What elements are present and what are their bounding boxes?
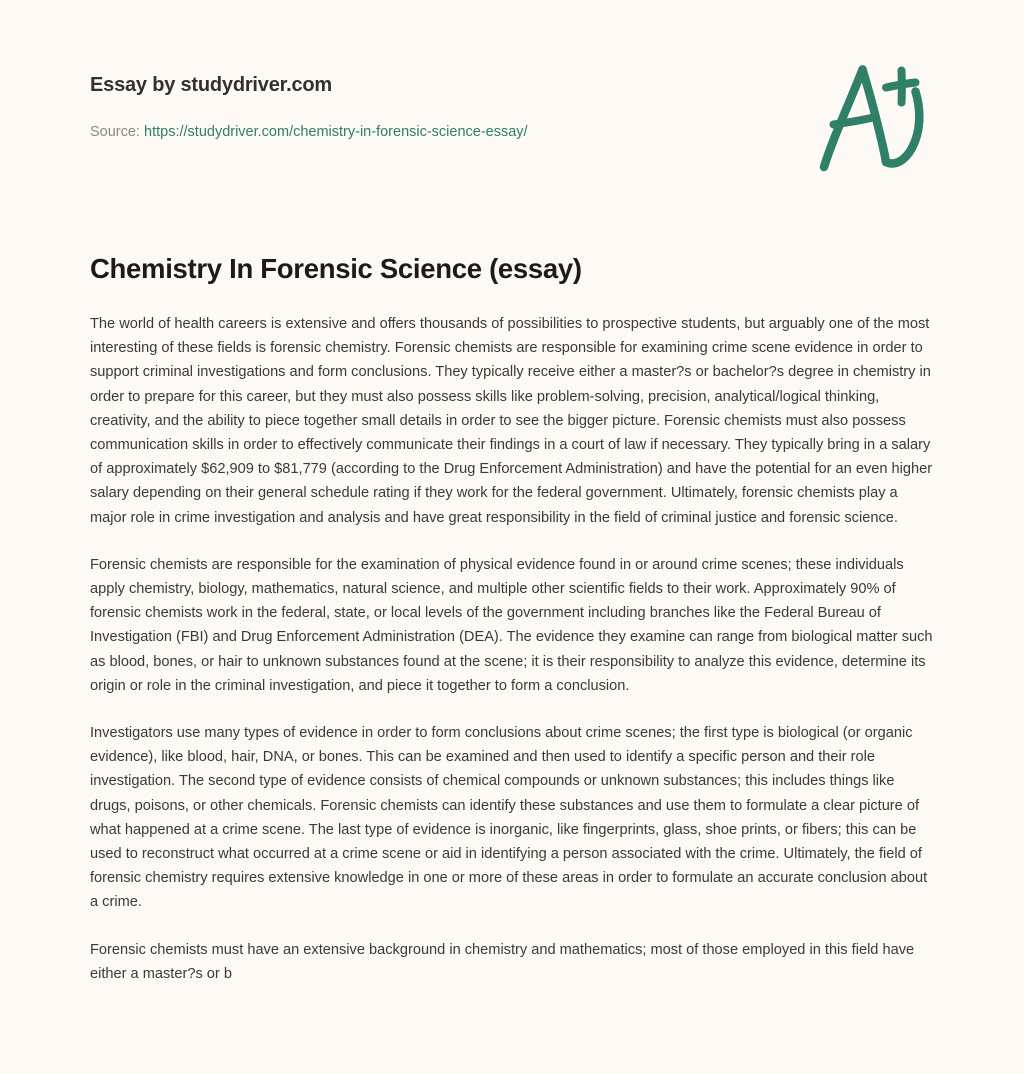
byline: Essay by studydriver.com (90, 74, 332, 96)
a-plus-logo (816, 62, 932, 180)
source-row (90, 123, 528, 141)
a-plus-logo-icon (816, 62, 932, 180)
paragraph: Forensic chemists must have an extensive background in chemistry and mathematics; most of those employed in this field have either a master?s or b (90, 941, 915, 982)
page-header (0, 0, 1024, 200)
paragraph: The world of health careers is extensive and offers thousands of possibilities to prospective students, but arguably one of the most interesting of these fields is forensic chemistry. Forensic chemists are responsible for examining crime scene evidence in order to support criminal investigations and form conclusions. They typically receive either a master?s or bachelor?s degree in chemistry in order to prepare for this career, but they must also possess skills like problem-solving, precision, analytical/logical thinking, creativity, and the ability to piece together small details in order to see the bigger picture. Forensic chemists must also possess communication skills in order to effectively communicate their findings in a court of law if necessary. They typically bring in a salary of approximately $62,909 to $81,779 (according to the Drug Enforcement Administration) and have the potential for an even higher salary depending on their general schedule rating if they work for the federal government. Ultimately, forensic chemists play a major role in crime investigation and analysis and have great responsibility in the field of criminal justice and forensic science. (90, 316, 933, 526)
source-url-link[interactable]: https://studydriver.com/chemistry-in-forensic-science-essay/ (144, 124, 528, 140)
article (90, 252, 936, 986)
paragraph: Forensic chemists are responsible for the examination of physical evidence found in or around crime scenes; these individuals apply chemistry, biology, mathematics, natural science, and multiple other scientific fields to their work. Approximately 90% of forensic chemists work in the federal, state, or local levels of the government including branches like the Federal Bureau of Investigation (FBI) and Drug Enforcement Administration (DEA). The evidence they examine can range from biological matter such as blood, bones, or hair to unknown substances found at the scene; it is their responsibility to analyze this evidence, determine its origin or role in the criminal investigation, and piece it together to form a conclusion. (90, 556, 933, 694)
paragraph: Investigators use many types of evidence in order to form conclusions about crime scenes; the first type is biological (or organic evidence), like blood, hair, DNA, or bones. This can be examined and then used to identify a specific person and their role investigation. The second type of evidence consists of chemical compounds or unknown substances; this includes things like drugs, poisons, or other chemicals. Forensic chemists can identify these substances and use them to formulate a clear picture of what happened at a crime scene. The last type of evidence is inorganic, like fingerprints, glass, shoe prints, or fibers; this can be used to reconstruct what occurred at a crime scene or aid in identifying a person associated with the crime. Ultimately, the field of forensic chemistry requires extensive knowledge in one or more of these areas in order to formulate an accurate conclusion about a crime. (90, 725, 928, 911)
source-label: Source: (90, 124, 140, 140)
page-title: Chemistry In Forensic Science (essay) (90, 253, 582, 284)
article-body (90, 312, 936, 986)
